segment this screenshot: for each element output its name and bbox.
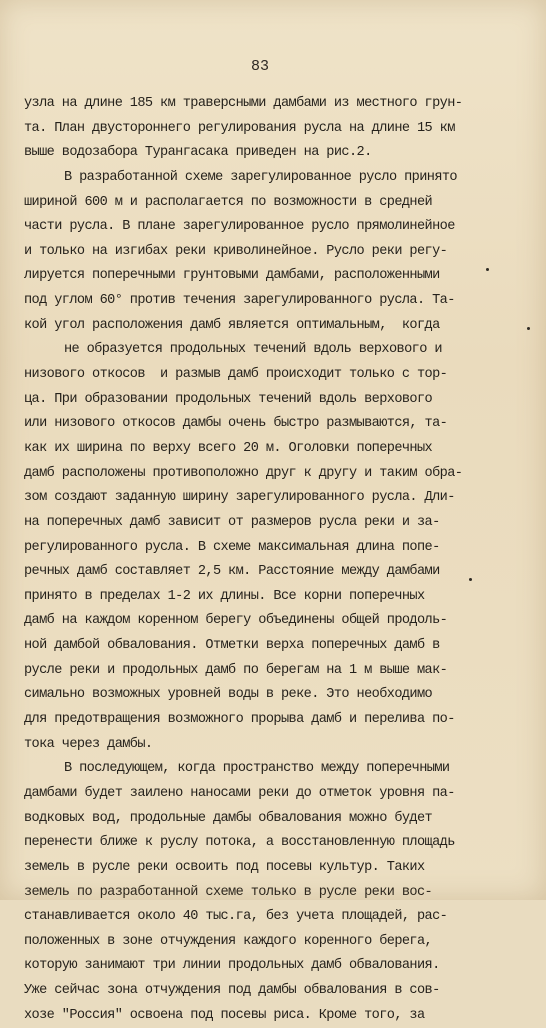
text-line: земель в русле реки освоить под посевы культур. Таких: [24, 859, 425, 875]
text-line: тока через дамбы.: [24, 736, 153, 752]
margin-dot: [527, 327, 530, 330]
text-line: дамбами будет заилено наносами реки до отметок уровня па-: [24, 785, 455, 801]
text-line: регулированного русла. В схеме максимальная длина попе-: [24, 539, 440, 555]
margin-dot: [486, 268, 489, 271]
text-line: и только на изгибах реки криволинейное. Русло реки регу-: [24, 243, 448, 259]
text-line: шириной 600 м и располагается по возможности в средней: [24, 194, 433, 210]
text-line: ца. При образовании продольных течений вдоль верхового: [24, 391, 433, 407]
text-line: выше водозабора Турангасака приведен на рис.2.: [24, 145, 372, 161]
margin-dot: [469, 578, 472, 581]
paragraph-first-line: В разработанной схеме зарегулированное русло принято: [64, 169, 457, 185]
text-line: речных дамб составляет 2,5 км. Расстояние между дамбами: [24, 564, 440, 580]
text-line: под углом 60° против течения зарегулированного русла. Та-: [24, 293, 455, 309]
text-line: низового откосов и размыв дамб происходит только с тор-: [24, 367, 448, 383]
text-line: лируется поперечными грунтовыми дамбами, расположенными: [24, 268, 440, 284]
text-line: положенных в зоне отчуждения каждого коренного берега,: [24, 933, 433, 949]
text-line: части русла. В плане зарегулированное русло прямолинейное: [24, 219, 455, 235]
text-line: ной дамбой обвалования. Отметки верха поперечных дамб в: [24, 638, 440, 654]
text-line: водковых вод, продольные дамбы обвалования можно будет: [24, 810, 433, 826]
page-number: 83: [250, 58, 269, 75]
text-line: зом создают заданную ширину зарегулированного русла. Дли-: [24, 490, 455, 506]
text-line: русле реки и продольных дамб по берегам на 1 м выше мак-: [24, 662, 448, 678]
text-line: перенести ближе к руслу потока, а восстановленную площадь: [24, 835, 455, 851]
text-line: кой угол расположения дамб является оптимальным, когда: [24, 317, 440, 333]
paragraph-first-line: В последующем, когда пространство между поперечными: [64, 761, 450, 777]
text-line: та. План двустороннего регулирования русла на длине 15 км: [24, 120, 455, 136]
text-line: дамб на каждом коренном берегу объединены общей продоль-: [24, 613, 448, 629]
text-line: не образуется продольных течений вдоль верхового и: [64, 342, 442, 358]
text-line: для предотвращения возможного прорыва дамб и перелива по-: [24, 712, 455, 728]
text-line: Уже сейчас зона отчуждения под дамбы обвалования в сов-: [24, 983, 440, 999]
text-line: или низового откосов дамбы очень быстро размываются, та-: [24, 416, 448, 432]
body-text: [24, 92, 524, 1028]
text-line: как их ширина по верху всего 20 м. Оголовки поперечных: [24, 440, 433, 456]
text-line: симально возможных уровней воды в реке. Это необходимо: [24, 687, 433, 703]
text-line: узла на длине 185 км траверсными дамбами из местного грун-: [24, 96, 463, 111]
text-line: на поперечных дамб зависит от размеров русла реки и за-: [24, 514, 440, 530]
text-line: дамб расположены противоположно друг к другу и таким обра-: [24, 465, 463, 481]
text-line: хозе "Россия" освоена под посевы риса. Кроме того, за: [24, 1007, 425, 1023]
text-line: земель по разработанной схеме только в русле реки вос-: [24, 884, 433, 900]
text-line: принято в пределах 1-2 их длины. Все корни поперечных: [24, 588, 425, 604]
text-line: станавливается около 40 тыс.га, без учета площадей, рас-: [24, 909, 448, 925]
text-line: которую занимают три линии продольных дамб обвалования.: [24, 958, 440, 974]
